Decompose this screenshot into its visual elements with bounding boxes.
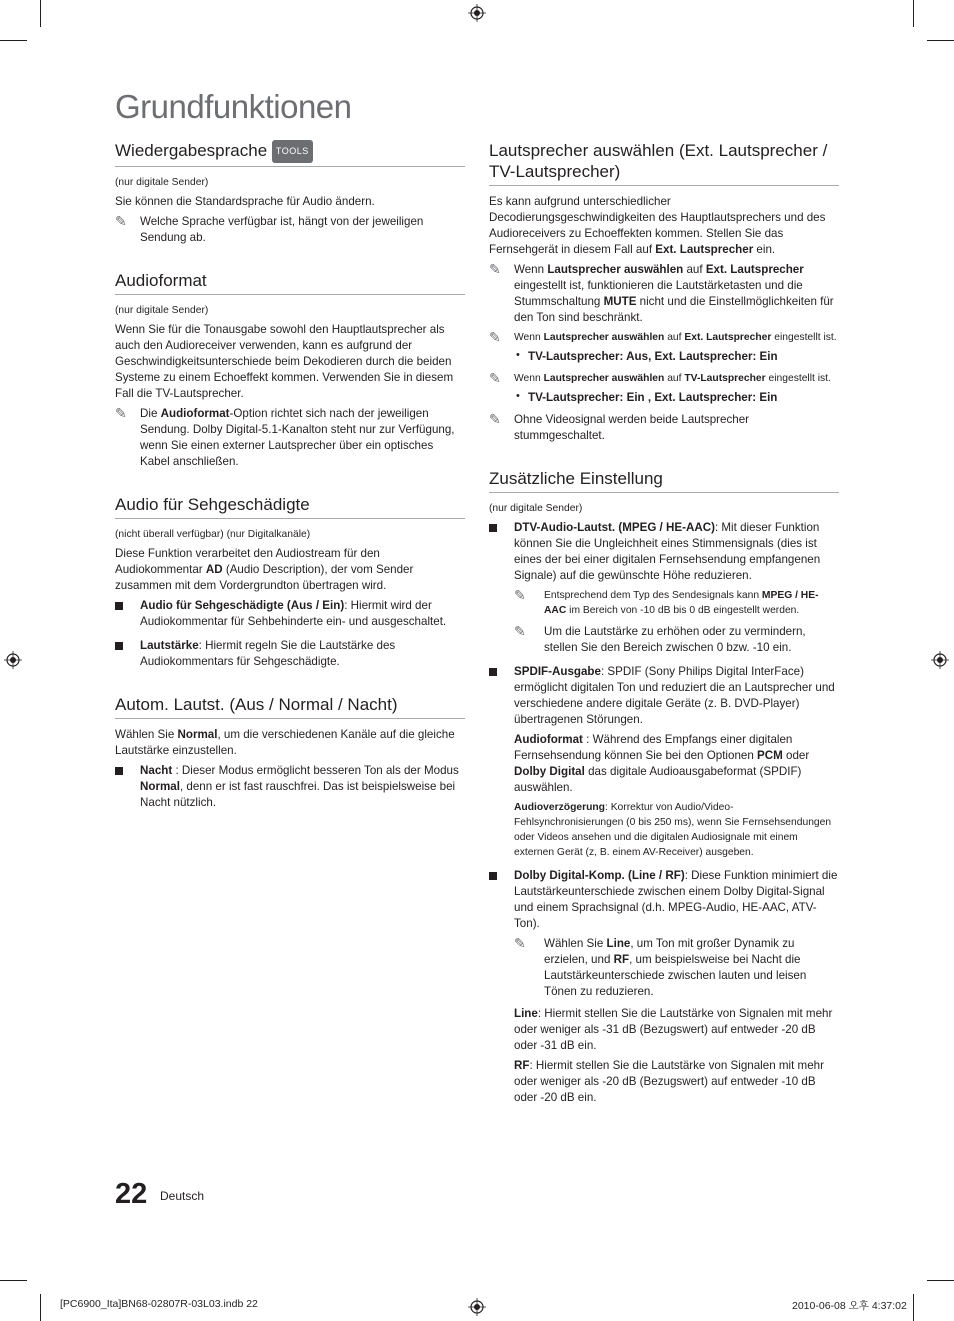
section-audioformat (115, 270, 465, 470)
crop-mark (913, 0, 914, 27)
section-zusaetzliche-einstellung (489, 468, 839, 1106)
registration-mark-icon (468, 4, 486, 22)
list-item: • TV-Lautsprecher: Aus, Ext. Lautsprecher: Ein (516, 349, 778, 363)
note: ✎ Wenn Lautsprecher auswählen auf Ext. Lautsprecher eingestellt ist, funktionieren die Lautstärketasten und die Stummschaltung MUTE nicht und die Einstellmöglichkeiten für den Ton sind beschränkt. (489, 261, 834, 324)
left-column (115, 140, 465, 835)
note: ✎ Wenn Lautsprecher auswählen auf Ext. Lautsprecher eingestellt ist. (489, 329, 837, 345)
body-text: Wenn Sie für die Tonausgabe sowohl den Hauptlautsprecher als auch den Audioreceiver verwenden, kann es aufgrund der Geschwindigkeitsunterschiede beim Dekodieren durch die beiden Systeme zu einem Echoeffekt kommen. Verwenden Sie in diesem Fall die TV-Lautsprecher. (115, 323, 454, 400)
note: ✎ Wenn Lautsprecher auswählen auf TV-Lautsprecher eingestellt ist. (489, 370, 831, 386)
registration-mark-icon (468, 1298, 486, 1316)
square-bullet-icon (115, 642, 123, 650)
square-bullet-icon (489, 524, 497, 532)
slug-date: 2010-06-08 오후 4:37:02 (792, 1300, 907, 1312)
section-heading: Audio für Sehgeschädigte (115, 494, 465, 519)
note-pencil-icon: ✎ (489, 411, 501, 427)
section-heading: Audioformat (115, 270, 465, 295)
registration-mark-icon (4, 651, 22, 669)
section-audio-sehgeschaedigte (115, 494, 465, 670)
crop-mark (0, 1280, 27, 1281)
scope-text: (nicht überall verfügbar) (nur Digitalkanäle) (115, 529, 311, 540)
crop-mark (40, 0, 41, 27)
note-pencil-icon: ✎ (514, 587, 526, 603)
body-text: Sie können die Standardsprache für Audio ändern. (115, 195, 375, 208)
note: ✎ Um die Lautstärke zu erhöhen oder zu vermindern, stellen Sie den Bereich zwischen 0 bzw. -10 ein. (514, 623, 806, 654)
note-pencil-icon: ✎ (489, 261, 501, 277)
list-item: SPDIF-Ausgabe: SPDIF (Sony Philips Digital InterFace) ermöglicht digitalen Ton und reduziert die an Lautsprecher und verschiedene andere digitale Geräte (z. B. DVD-Player) übertragenen Störungen. Audioformat : Während des Empfangs einer digitalen Fernsehsendung können Sie bei den Optionen PCM oder Dolby Digital das digitale Audioausgabeformat (SPDIF) auswählen. Audioverzögerung: Korrektur von Audio/Video-Fehlsynchronisierungen (0 bis 250 ms), wenn Sie Fernsehsendungen oder Videos ansehen und die digitalen Audiosignale mit einem externen Gerät (z, B. einem AV-Receiver) ausgeben. (489, 664, 839, 860)
page-title: Grundfunktionen (115, 88, 352, 125)
note: ✎ Ohne Videosignal werden beide Lautsprecher stummgeschaltet. (489, 411, 750, 442)
list-item: • TV-Lautsprecher: Ein , Ext. Lautsprecher: Ein (516, 390, 778, 404)
note: ✎ Die Audioformat-Option richtet sich nach der jeweiligen Sendung. Dolby Digital-5.1-Kanalton steht nur zur Verfügung, wenn Sie einen externer Lautsprecher über ein optisches Kabel anschließen. (115, 405, 455, 468)
list-item: Nacht : Dieser Modus ermöglicht besseren Ton als der Modus Normal, denn er ist fast rauschfrei. Das ist beispielsweise bei Nacht nützlich. (115, 763, 465, 811)
note-pencil-icon: ✎ (115, 213, 127, 229)
page-language: Deutsch (160, 1189, 205, 1203)
square-bullet-icon (115, 602, 123, 610)
list-item: Dolby Digital-Komp. (Line / RF): Diese Funktion minimiert die Lautstärkeunterschiede zwischen einem Dolby Digital-Signal und einem Sprachsignal (d.h. MPEG-Audio, HE-AAC, ATV-Ton). ✎ Wählen Sie Line, um Ton mit großer Dynamik zu erzielen, und RF, um beispielsweise bei Nacht die Lautstärkeunterschiede zwischen lauten und leisen Tönen zu reduzieren. Line: Hiermit stellen Sie die Lautstärke von Signalen mit mehr oder weniger als -31 dB (Bezugswert) auf entweder -20 dB oder -31 dB ein. RF: Hiermit stellen Sie die Lautstärke von Signalen mit mehr oder weniger als -20 dB (Bezugswert) auf entweder -10 dB oder -20 dB ein. (489, 868, 839, 1106)
scope-text: (nur digitale Sender) (115, 305, 209, 316)
registration-mark-icon (931, 651, 949, 669)
note-pencil-icon: ✎ (514, 935, 526, 951)
body-text: Wählen Sie Normal, um die verschiedenen Kanäle auf die gleiche Lautstärke einzustellen. (115, 728, 455, 757)
crop-mark (927, 40, 954, 41)
slug-file: [PC6900_Ita]BN68-02807R-03L03.indb 22 (60, 1298, 258, 1310)
crop-mark (40, 1294, 41, 1321)
body-text: Diese Funktion verarbeitet den Audiostream für den Audiokommentar AD (Audio Description), der vom Sender zusammen mit dem Vordergrundton übertragen wird. (115, 547, 414, 592)
section-wiedergabesprache (115, 140, 465, 246)
body-text: Es kann aufgrund unterschiedlicher Decodierungsgeschwindigkeiten des Hauptlautsprechers und des Audioreceivers zu Echoeffekten kommen. Stellen Sie das Fernsehgerät in diesem Fall auf Ext. Lautsprecher ein. (489, 195, 826, 256)
list-item: Lautstärke: Hiermit regeln Sie die Lautstärke des Audiokommentars für Sehgeschädigte. (115, 638, 465, 670)
list-item: DTV-Audio-Lautst. (MPEG / HE-AAC): Mit dieser Funktion können Sie die Ungleichheit eines Stimmensignals (dies ist eines der bei einer digitalen Fernsehsendung empfangenen Signale) auf die gewünschte Höhe reduzieren. ✎ Entsprechend dem Typ des Sendesignals kann MPEG / HE-AAC im Bereich von -10 dB bis 0 dB eingestellt werden. ✎ Um die Lautstärke zu erhöhen oder zu vermindern, stellen Sie den Bereich zwischen 0 bzw. -10 ein. (489, 520, 839, 656)
page-number: 22 (115, 1178, 148, 1210)
list-item: Audio für Sehgeschädigte (Aus / Ein): Hiermit wird der Audiokommentar für Sehbehinderte ein- und ausgeschaltet. (115, 598, 465, 630)
section-autom-lautst (115, 694, 465, 811)
square-bullet-icon (115, 767, 123, 775)
section-heading: Wiedergabesprache TOOLS (115, 140, 465, 167)
note-pencil-icon: ✎ (489, 329, 501, 345)
crop-mark (0, 40, 27, 41)
section-lautsprecher (489, 140, 839, 444)
square-bullet-icon (489, 668, 497, 676)
section-heading: Lautsprecher auswählen (Ext. Lautsprecher / TV-Lautsprecher) (489, 140, 839, 186)
note-pencil-icon: ✎ (489, 370, 501, 386)
note: ✎ Entsprechend dem Typ des Sendesignals kann MPEG / HE-AAC im Bereich von -10 dB bis 0 dB eingestellt werden. (514, 587, 819, 616)
tools-badge-icon: TOOLS (272, 140, 313, 163)
dot-bullet-icon: • (516, 390, 520, 402)
note: ✎ Wählen Sie Line, um Ton mit großer Dynamik zu erzielen, und RF, um beispielsweise bei Nacht die Lautstärkeunterschiede zwischen lauten und leisen Tönen zu reduzieren. (514, 935, 807, 998)
right-column (489, 140, 839, 1130)
section-heading: Autom. Lautst. (Aus / Normal / Nacht) (115, 694, 465, 719)
section-heading: Zusätzliche Einstellung (489, 468, 839, 493)
scope-text: (nur digitale Sender) (489, 503, 583, 514)
note-pencil-icon: ✎ (514, 623, 526, 639)
note: ✎ Welche Sprache verfügbar ist, hängt von der jeweiligen Sendung ab. (115, 213, 424, 244)
scope-text: (nur digitale Sender) (115, 177, 209, 188)
dot-bullet-icon: • (516, 349, 520, 361)
note-pencil-icon: ✎ (115, 405, 127, 421)
crop-mark (927, 1280, 954, 1281)
square-bullet-icon (489, 872, 497, 880)
crop-mark (913, 1294, 914, 1321)
